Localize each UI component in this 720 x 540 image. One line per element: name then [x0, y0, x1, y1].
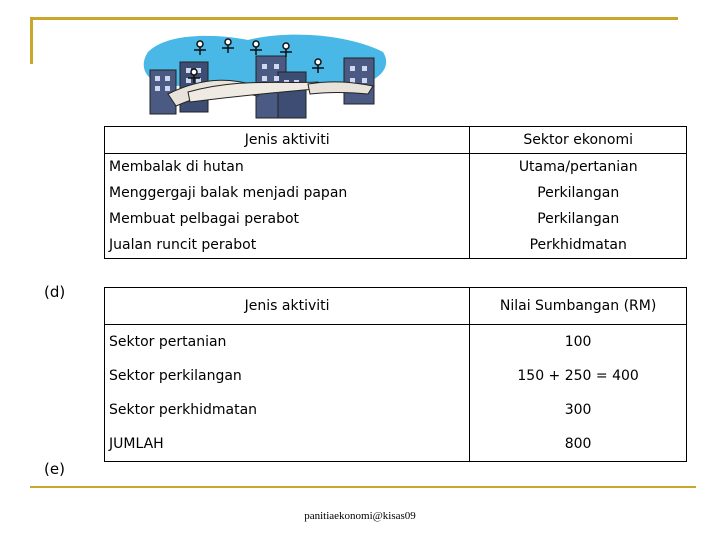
header-jenis-aktiviti: Jenis aktiviti: [105, 288, 470, 325]
table-row: [105, 359, 687, 393]
table-row: [105, 325, 687, 360]
header-nilai-sumbangan: Nilai Sumbangan (RM): [470, 288, 687, 325]
table-row: [105, 180, 687, 206]
table-row: [105, 154, 687, 181]
section-label-d: (d): [44, 283, 66, 301]
value-cell: 100: [470, 325, 687, 360]
table-header-row: [105, 127, 687, 154]
activity-sector-table: [104, 126, 687, 259]
table-row: [105, 206, 687, 232]
total-label-cell: JUMLAH: [105, 427, 470, 462]
sector-cell: Utama/pertanian: [470, 154, 687, 181]
header-sektor-ekonomi: Sektor ekonomi: [470, 127, 687, 154]
activity-cell: Membuat pelbagai perabot: [105, 206, 470, 232]
sector-cell: Sektor perkhidmatan: [105, 393, 470, 427]
footer-credit: panitiaekonomi@kisas09: [304, 510, 416, 522]
table-header-row: [105, 288, 687, 325]
city-people-clipart: [128, 22, 398, 122]
sector-contribution-table: [104, 287, 687, 462]
sector-cell: Perkilangan: [470, 180, 687, 206]
top-accent-rule: [30, 17, 678, 20]
value-cell: 150 + 250 = 400: [470, 359, 687, 393]
table-row: [105, 393, 687, 427]
activity-cell: Menggergaji balak menjadi papan: [105, 180, 470, 206]
activity-cell: Jualan runcit perabot: [105, 232, 470, 259]
table-row: [105, 232, 687, 259]
total-row: [105, 427, 687, 462]
activity-cell: Membalak di hutan: [105, 154, 470, 181]
left-accent-rule: [30, 17, 33, 64]
sector-cell: Perkilangan: [470, 206, 687, 232]
bottom-accent-rule: [30, 486, 696, 488]
total-value-cell: 800: [470, 427, 687, 462]
sector-cell: Perkhidmatan: [470, 232, 687, 259]
section-label-e: (e): [44, 460, 65, 478]
header-jenis-aktiviti: Jenis aktiviti: [105, 127, 470, 154]
sector-cell: Sektor pertanian: [105, 325, 470, 360]
sector-cell: Sektor perkilangan: [105, 359, 470, 393]
value-cell: 300: [470, 393, 687, 427]
